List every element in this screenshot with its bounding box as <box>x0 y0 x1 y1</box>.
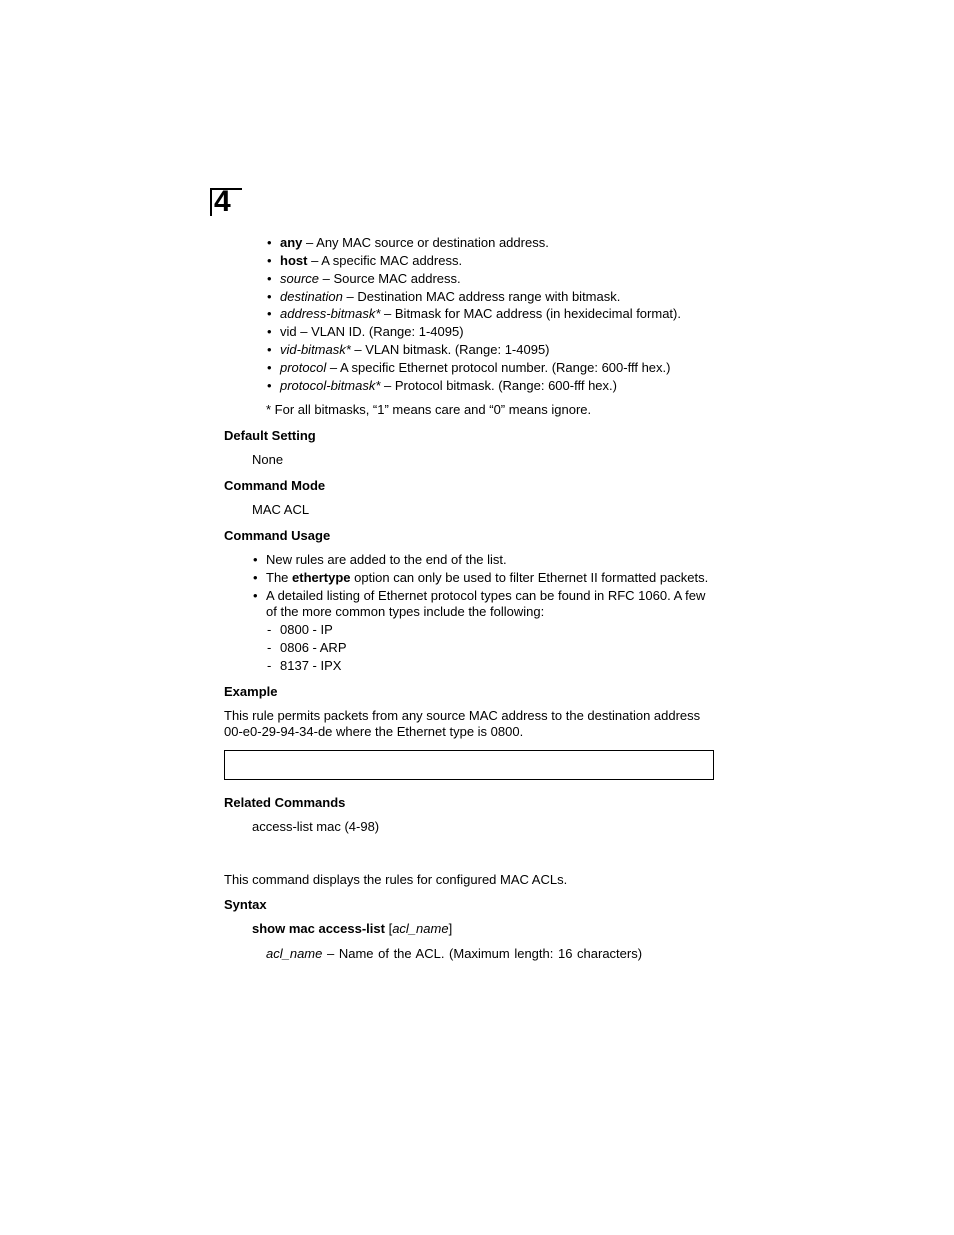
dash-marker: - <box>267 622 272 637</box>
dash-marker: - <box>267 640 272 655</box>
section-heading: Related Commands <box>224 795 346 810</box>
param-desc: – A specific Ethernet protocol number. (Range: 600-fff hex.) <box>326 360 671 375</box>
dash-marker: - <box>267 658 272 673</box>
chapter-number: 4 <box>214 185 231 218</box>
example-code-box <box>224 750 714 780</box>
syntax-line: show mac access-list [acl_name] <box>252 921 453 936</box>
param-desc: – Bitmask for MAC address (in hexidecimal format). <box>380 306 681 321</box>
list-item <box>280 235 549 251</box>
list-item: • <box>253 588 258 603</box>
list-item-continuation: of the more common types include the following: <box>266 604 545 619</box>
param-desc: – Protocol bitmask. (Range: 600-fff hex.) <box>380 378 617 393</box>
param-desc: – Name of the ACL. (Maximum length: 16 characters) <box>322 946 643 961</box>
syntax-parameter <box>266 946 642 962</box>
param-term: protocol-bitmask* <box>280 378 381 393</box>
param-desc: – VLAN bitmask. (Range: 1-4095) <box>350 342 550 357</box>
section-heading: Syntax <box>224 897 267 912</box>
syntax-argument: acl_name <box>392 921 449 936</box>
list-item: New rules are added to the end of the list. <box>266 552 507 567</box>
command-description: This command displays the rules for configured MAC ACLs. <box>224 872 568 887</box>
list-item <box>280 271 461 287</box>
param-term: destination <box>280 289 343 304</box>
section-body: None <box>252 452 284 467</box>
section-heading: Command Mode <box>224 478 326 493</box>
related-command-link[interactable]: access-list mac (4-98) <box>252 819 380 834</box>
param-term: host <box>280 253 308 268</box>
list-item: • <box>267 360 272 375</box>
param-desc: – VLAN ID. (Range: 1-4095) <box>296 324 464 339</box>
bitmask-note: * For all bitmasks, “1” means care and “0” means ignore. <box>266 402 592 417</box>
param-term: protocol <box>280 360 327 375</box>
param-term: vid <box>280 324 297 339</box>
list-item <box>280 306 681 322</box>
list-item <box>280 360 670 376</box>
list-item: A detailed listing of Ethernet protocol types can be found in RFC 1060. A few <box>266 588 706 603</box>
section-heading: Example <box>224 684 278 699</box>
list-item: • <box>267 289 272 304</box>
section-heading: Default Setting <box>224 428 316 443</box>
list-item: • <box>267 235 272 250</box>
protocol-type: 0800 - IP <box>280 622 333 637</box>
example-text: This rule permits packets from any source MAC address to the destination address <box>224 708 701 723</box>
syntax-command: show mac access-list <box>252 921 385 936</box>
list-item: • <box>267 378 272 393</box>
list-item <box>280 342 550 358</box>
list-item: The ethertype option can only be used to filter Ethernet II formatted packets. <box>266 570 709 585</box>
section-body: MAC ACL <box>252 502 310 517</box>
list-item: • <box>267 342 272 357</box>
param-desc: – A specific MAC address. <box>307 253 463 268</box>
list-item: • <box>253 552 258 567</box>
param-term: source <box>280 271 320 286</box>
param-term: vid-bitmask* <box>280 342 351 357</box>
option-keyword: ethertype <box>292 570 351 585</box>
param-desc: – Source MAC address. <box>319 271 461 286</box>
list-item <box>280 289 620 305</box>
param-desc: – Any MAC source or destination address. <box>302 235 549 250</box>
list-item: • <box>253 570 258 585</box>
section-heading: Command Usage <box>224 528 331 543</box>
list-item <box>280 253 462 269</box>
list-item <box>280 378 617 394</box>
param-term: acl_name <box>266 946 323 961</box>
protocol-type: 0806 - ARP <box>280 640 347 655</box>
list-item: • <box>267 253 272 268</box>
chapter-marker <box>210 185 242 218</box>
param-term: any <box>280 235 303 250</box>
list-item: • <box>267 324 272 339</box>
param-term: address-bitmask* <box>280 306 381 321</box>
example-text: 00-e0-29-94-34-de where the Ethernet type is 0800. <box>224 724 524 739</box>
list-item: • <box>267 271 272 286</box>
param-desc: – Destination MAC address range with bitmask. <box>342 289 621 304</box>
protocol-type: 8137 - IPX <box>280 658 342 673</box>
list-item: • <box>267 306 272 321</box>
list-item <box>280 324 464 340</box>
